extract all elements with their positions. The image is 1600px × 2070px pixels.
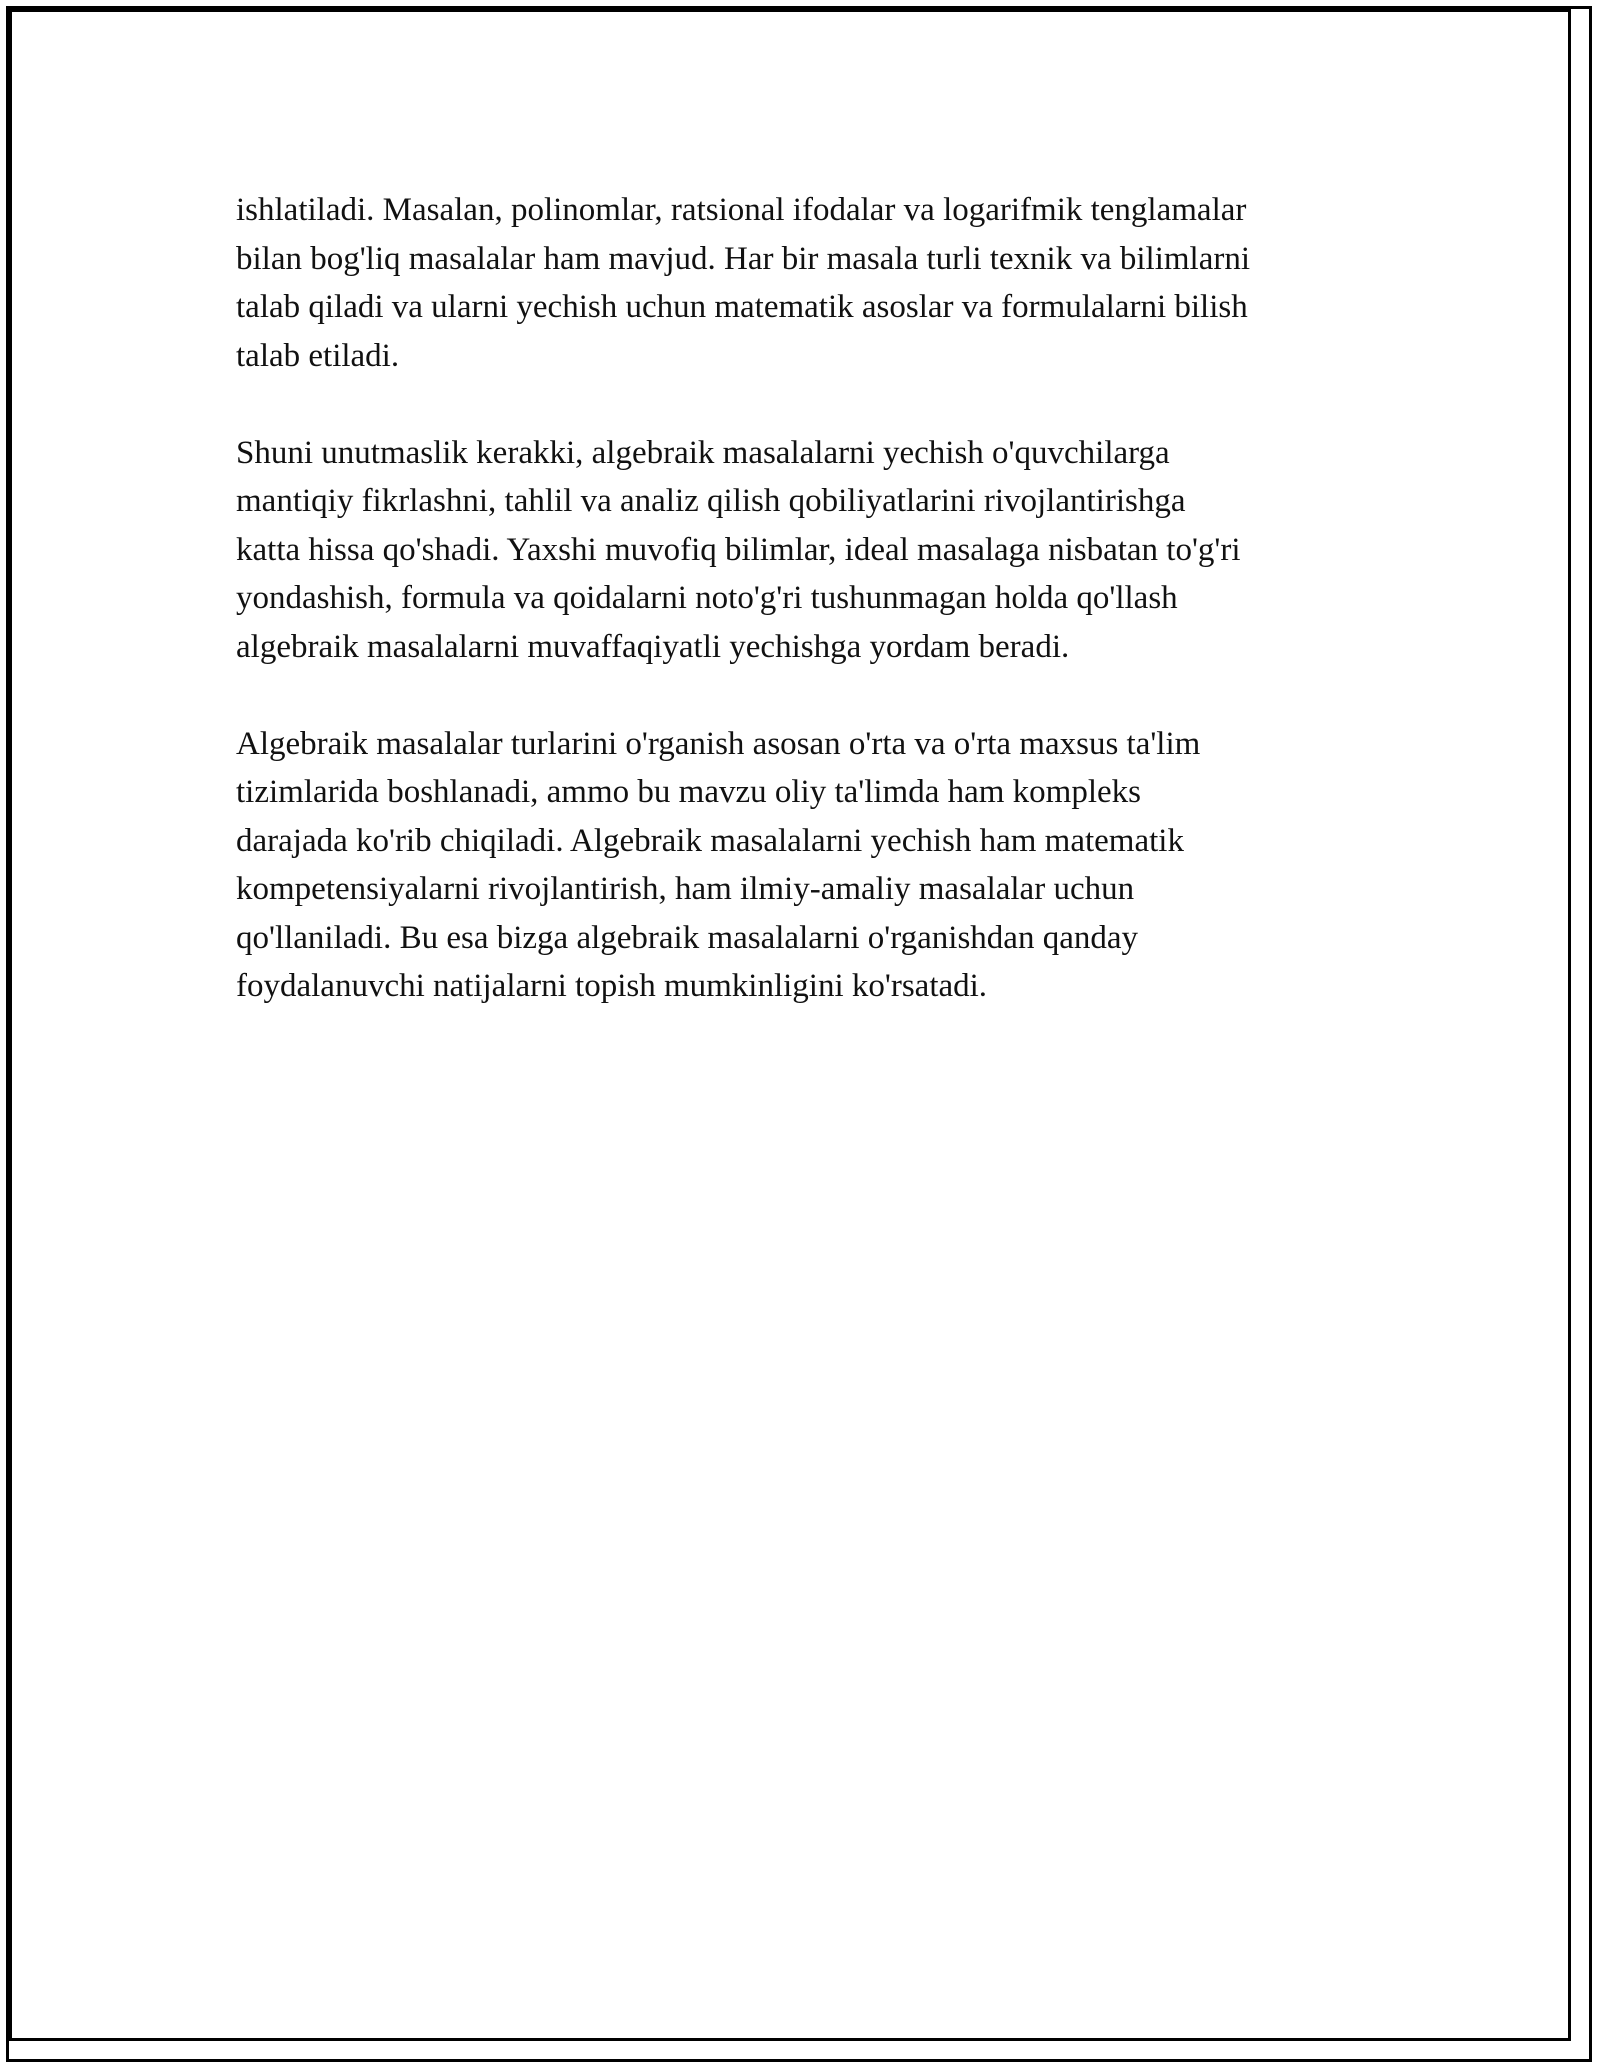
paragraph-3: Algebraik masalalar turlarini o'rganish asosan o'rta va o'rta maxsus ta'lim tizimlarida boshlanadi, ammo bu mavzu oliy ta'limda ham kompleks darajada ko'rib chiqiladi. Algebraik masalalarni yechish ham matematik kompetensiyalarni rivojlantirish, ham ilmiy-amaliy masalalar uchun qo'llaniladi. Bu esa bizga algebraik masalalarni o'rganishdan qanday foydalanuvchi natijalarni topish mumkinligini ko'rsatadi. [236, 725, 1201, 1004]
paragraph-1: ishlatiladi. Masalan, polinomlar, ratsional ifodalar va logarifmik tenglamalar bilan bog'liq masalalar ham mavjud. Har bir masala turli texnik va bilimlarni talab qiladi va ularni yechish uchun matematik asoslar va formulalarni bilish talab etiladi. [236, 192, 1251, 374]
document-body [236, 186, 1376, 1059]
paragraph-2: Shuni unutmaslik kerakki, algebraik masalalarni yechish o'quvchilarga mantiqiy fikrlashni, tahlil va analiz qilish qobiliyatlarini rivojlantirishga katta hissa qo'shadi. Yaxshi muvofiq bilimlar, ideal masalaga nisbatan to'g'ri yondashish, formula va qoidalarni noto'g'ri tushunmagan holda qo'llash algebraik masalalarni muvaffaqiyatli yechishga yordam beradi. [236, 434, 1241, 665]
